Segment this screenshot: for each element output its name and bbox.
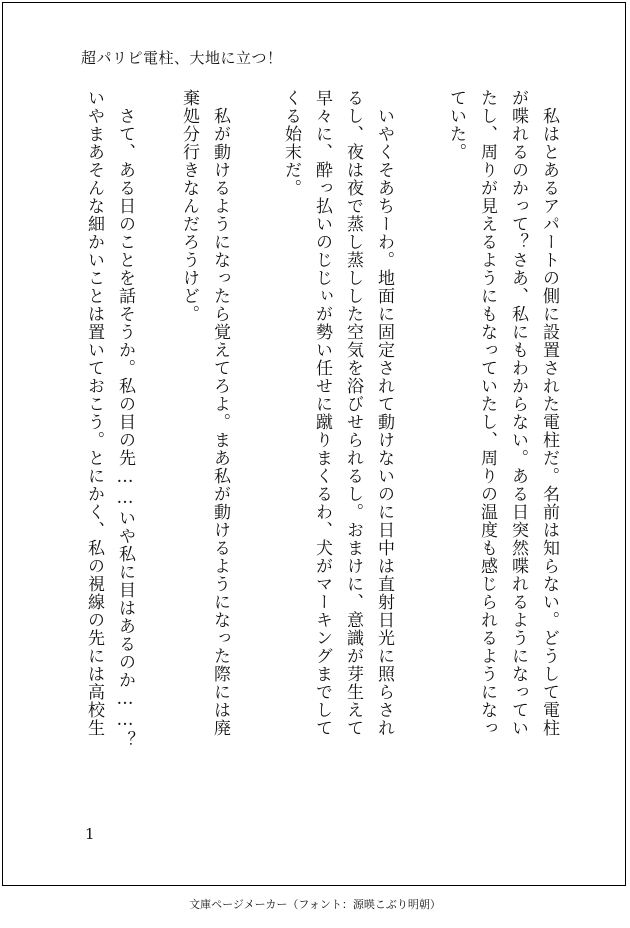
text-column: いやくそあちーわ。地面に固定されて動けないのに日中は直射日光に照らされ xyxy=(374,89,394,737)
text-column: るし、夜は夜で蒸し蒸しした空気を浴びせられるし。おまけに、意識が芽生えて xyxy=(343,89,363,737)
footer-credit: 文庫ページメーカー（フォント：源暎こぶり明朝） xyxy=(189,898,441,911)
text-column: が喋れるのかって？さあ、私にもわからない。ある日突然喋れるようになってい xyxy=(508,89,528,737)
text-column: 棄処分行きなんだろうけど。 xyxy=(179,89,199,323)
text-column: くる始末だ。 xyxy=(281,89,301,197)
text-column: 私はとあるアパートの側に設置された電柱だ。名前は知らない。どうして電柱 xyxy=(539,89,559,737)
text-column: 早々に、酔っ払いのじじぃが勢い任せに蹴りまくるわ、犬がマーキングまでして xyxy=(312,89,332,737)
page-frame xyxy=(2,2,626,886)
text-column: さて、ある日のことを話そうか。私の目の先……いや私に目はあるのか……？ xyxy=(115,89,135,749)
header-title: 超パリピ電柱、大地に立つ！ xyxy=(81,49,283,67)
text-column: 私が動けるようになったら覚えてろよ。まあ私が動けるようになった際には廃 xyxy=(210,89,230,737)
text-column: ていた。 xyxy=(446,89,466,161)
text-column: たし、周りが見えるようにもなっていたし、周りの温度も感じられるようになっ xyxy=(477,89,497,737)
page-number: 1 xyxy=(85,825,95,843)
text-column: いやまあそんな細かいことは置いておこう。とにかく、私の視線の先には高校生 xyxy=(84,89,104,737)
vertical-text-body xyxy=(3,3,625,885)
